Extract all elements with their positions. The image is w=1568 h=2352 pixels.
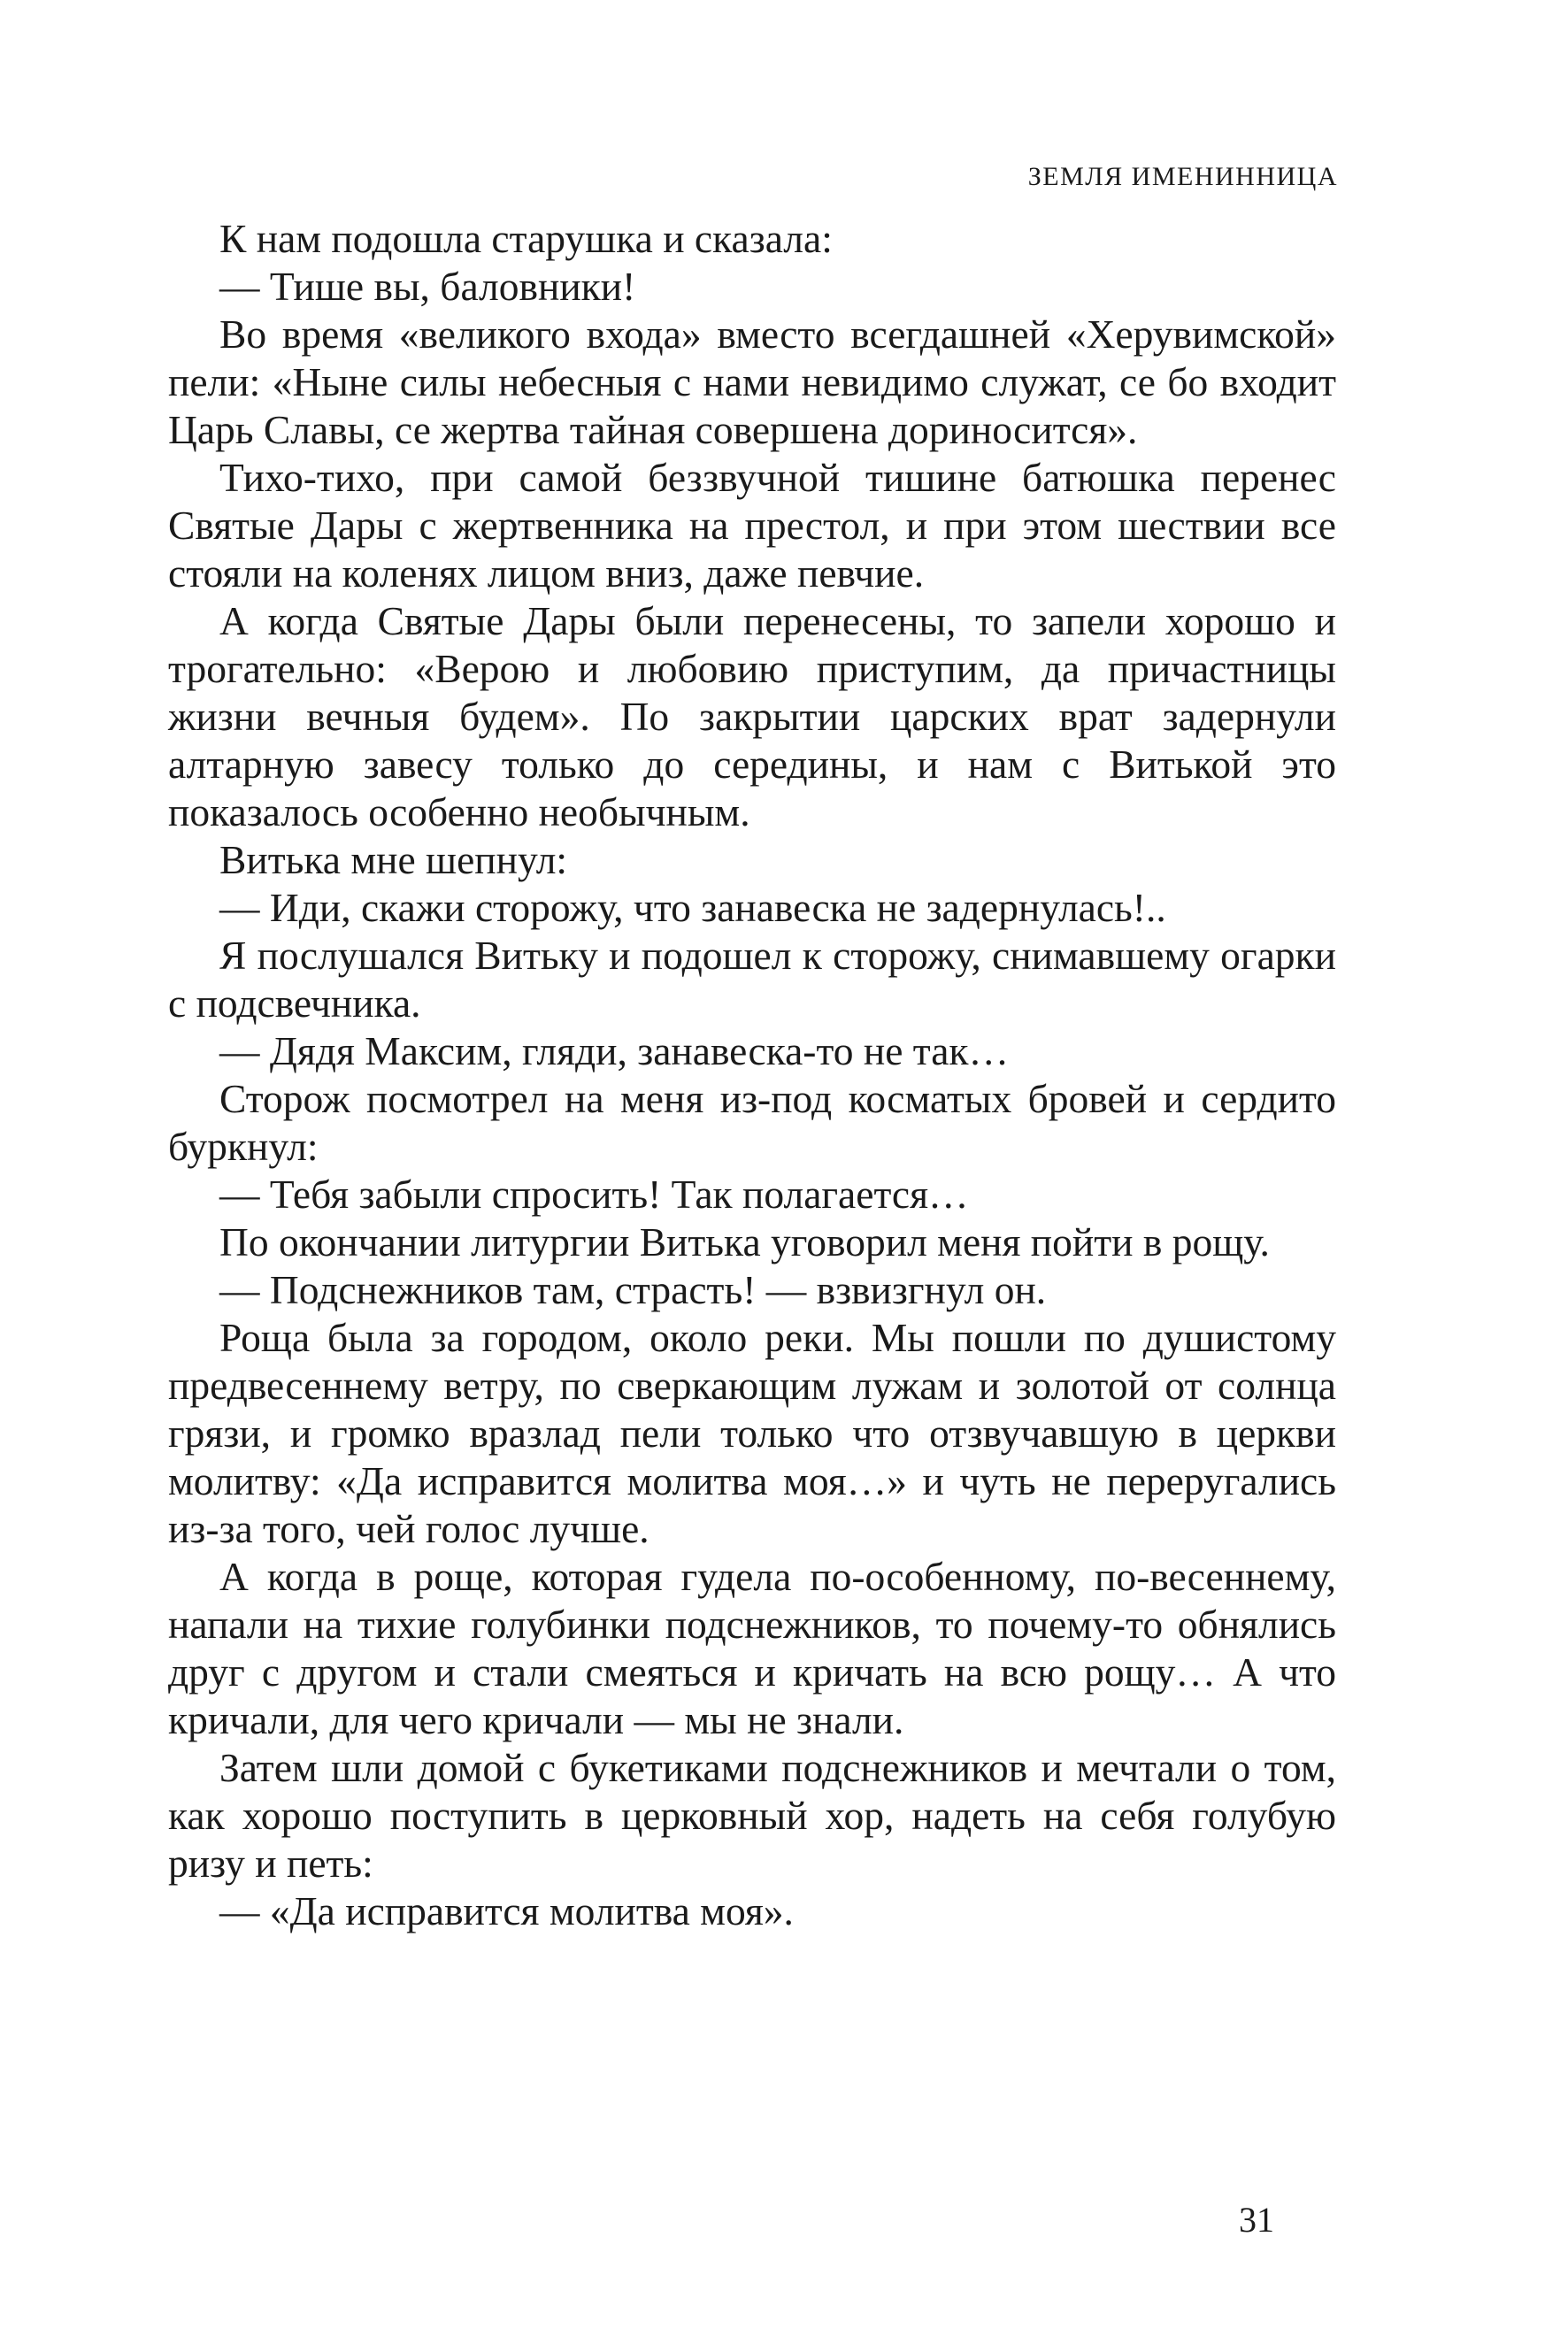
paragraph: — «Да исправится молитва моя». (219, 1888, 794, 1933)
paragraph: Сторож посмотрел на меня из-под косматых бровей и сердито буркнул: (168, 1076, 1336, 1169)
paragraph: Витька мне шепнул: (219, 837, 568, 882)
paragraph: — Тише вы, баловники! (219, 264, 636, 309)
paragraph: А когда Святые Дары были перенесены, то запели хорошо и трогательно: «Верою и любовию приступим, да причастницы жизни вечныя будем». По закрытии царских врат задернули алтарную завесу только до середины, и нам с Витькой это показалось особенно необычным. (168, 598, 1336, 834)
paragraph: Тихо-тихо, при самой беззвучной тишине батюшка перенес Святые Дары с жертвенника на престол, и при этом шествии все стояли на коленях лицом вниз, даже певчие. (168, 455, 1336, 596)
paragraph: Затем шли домой с букетиками подснежников и мечтали о том, как хорошо поступить в церковный хор, надеть на себя голубую ризу и петь: (168, 1745, 1336, 1886)
paragraph: Во время «великого входа» вместо всегдашней «Херувимской» пели: «Ныне силы небесныя с нами невидимо служат, се бо входит Царь Славы, се жертва тайная совершена дориносится». (168, 311, 1336, 452)
paragraph: А когда в роще, которая гудела по-особенному, по-весеннему, напали на тихие голубинки подснежников, то почему-то обнялись друг с другом и стали смеяться и кричать на всю рощу… А что кричали, для чего кричали — мы не знали. (168, 1554, 1336, 1742)
paragraph: — Дядя Максим, гляди, занавеска-то не так… (219, 1028, 1010, 1073)
body-text (168, 215, 1336, 1935)
paragraph: К нам подошла старушка и сказала: (219, 216, 833, 261)
paragraph: — Тебя забыли спросить! Так полагается… (219, 1172, 969, 1217)
running-header: ЗЕМЛЯ ИМЕНИННИЦА (1027, 162, 1338, 191)
paragraph: По окончании литургии Витька уговорил меня пойти в рощу. (219, 1219, 1270, 1264)
page-number: 31 (1239, 2200, 1274, 2240)
paragraph: — Иди, скажи сторожу, что занавеска не задернулась!.. (219, 885, 1166, 930)
paragraph: Роща была за городом, около реки. Мы пошли по душистому предвесеннему ветру, по сверкающим лужам и золотой от солнца грязи, и громко вразлад пели только что отзвучавшую в церкви молитву: «Да исправится молитва моя…» и чуть не переругались из-за того, чей голос лучше. (168, 1315, 1336, 1551)
paragraph: — Подснежников там, страсть! — взвизгнул он. (219, 1267, 1047, 1312)
paragraph: Я послушался Витьку и подошел к сторожу, снимавшему огарки с подсвечника. (168, 933, 1336, 1026)
